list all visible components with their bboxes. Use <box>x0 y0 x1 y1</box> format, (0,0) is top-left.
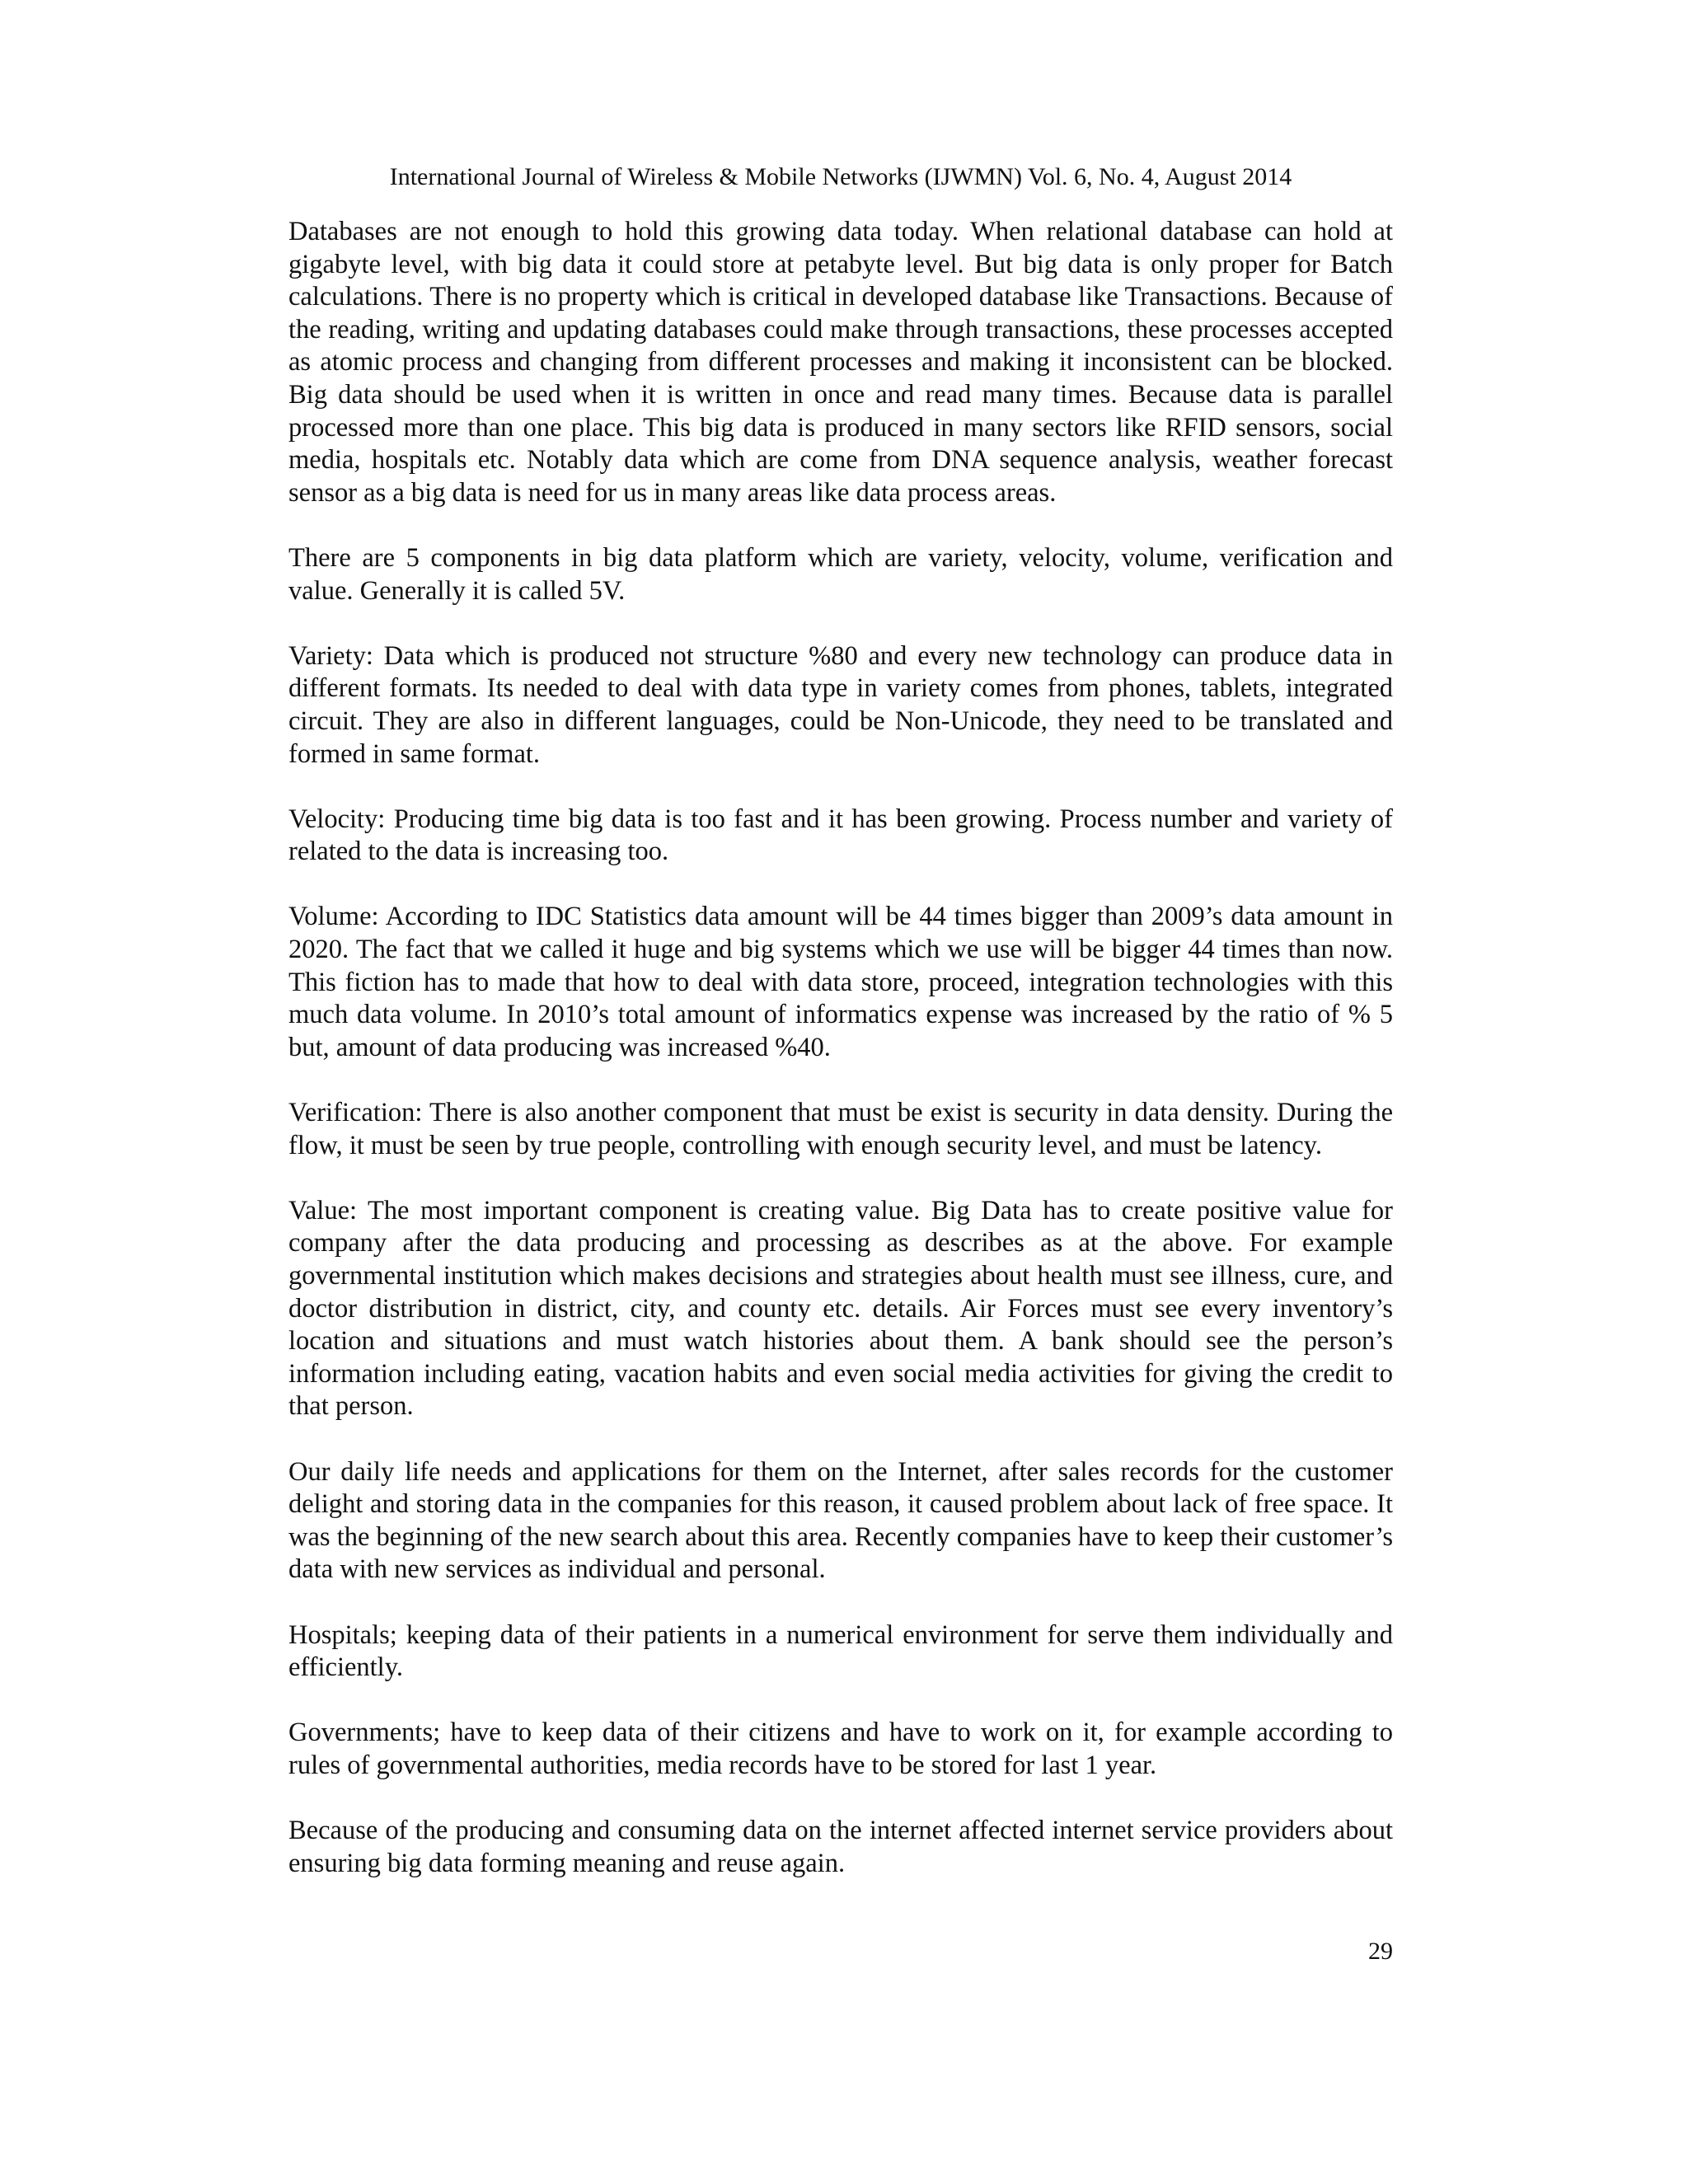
paragraph-value: Value: The most important component is creating value. Big Data has to create positive value for company after the data producing and processing as describes as at the above. For example governmental institution which makes decisions and strategies about health must see illness, cure, and doctor distribution in district, city, and county etc. details. Air Forces must see every inventory’s location and situations and must watch histories about them. A bank should see the person’s information including eating, vacation habits and even social media activities for giving the credit to that person. <box>288 1195 1393 1422</box>
paragraph-daily-life: Our daily life needs and applications for them on the Internet, after sales records for the customer delight and storing data in the companies for this reason, it caused problem about lack of free space. It was the beginning of the new search about this area. Recently companies have to keep their customer’s data with new services as individual and personal. <box>288 1456 1393 1585</box>
paragraph-variety: Variety: Data which is produced not structure %80 and every new technology can produce data in different formats. Its needed to deal with data type in variety comes from phones, tablets, integrated circuit. They are also in different languages, could be Non-Unicode, they need to be translated and formed in same format. <box>288 640 1393 769</box>
paragraph-volume: Volume: According to IDC Statistics data amount will be 44 times bigger than 2009’s data amount in 2020. The fact that we called it huge and big systems which we use will be bigger 44 times than now. This fiction has to made that how to deal with data store, proceed, integration technologies with this much data volume. In 2010’s total amount of informatics expense was increased by the ratio of % 5 but, amount of data producing was increased %40. <box>288 902 1393 1062</box>
paragraph-hospitals: Hospitals; keeping data of their patients in a numerical environment for serve them individually and efficiently. <box>288 1619 1393 1683</box>
body-text <box>288 216 1393 1880</box>
paragraph-five-components: There are 5 components in big data platform which are variety, velocity, volume, verification and value. Generally it is called 5V. <box>288 542 1393 606</box>
paragraph-velocity: Velocity: Producing time big data is too fast and it has been growing. Process number and variety of related to the data is increasing too. <box>288 804 1393 867</box>
paragraph-verification: Verification: There is also another component that must be exist is security in data density. During the flow, it must be seen by true people, controlling with enough security level, and must be latency. <box>288 1098 1393 1160</box>
paragraph-isp: Because of the producing and consuming data on the internet affected internet service providers about ensuring big data forming meaning and reuse again. <box>288 1816 1393 1878</box>
paragraph-governments: Governments; have to keep data of their citizens and have to work on it, for example according to rules of governmental authorities, media records have to be stored for last 1 year. <box>288 1718 1393 1780</box>
page-number: 29 <box>1368 1938 1393 1965</box>
running-header: International Journal of Wireless & Mobile Networks (IJWMN) Vol. 6, No. 4, August 2014 <box>389 163 1292 190</box>
paragraph-databases: Databases are not enough to hold this growing data today. When relational database can hold at gigabyte level, with big data it could store at petabyte level. But big data is only proper for Batch calculations. There is no property which is critical in developed database like Transactions. Because of the reading, writing and updating databases could make through transactions, these processes accepted as atomic process and changing from different processes and making it inconsistent can be blocked. Big data should be used when it is written in once and read many times. Because data is parallel processed more than one place. This big data is produced in many sectors like RFID sensors, social media, hospitals etc. Notably data which are come from DNA sequence analysis, weather forecast sensor as a big data is need for us in many areas like data process areas. <box>288 217 1393 508</box>
